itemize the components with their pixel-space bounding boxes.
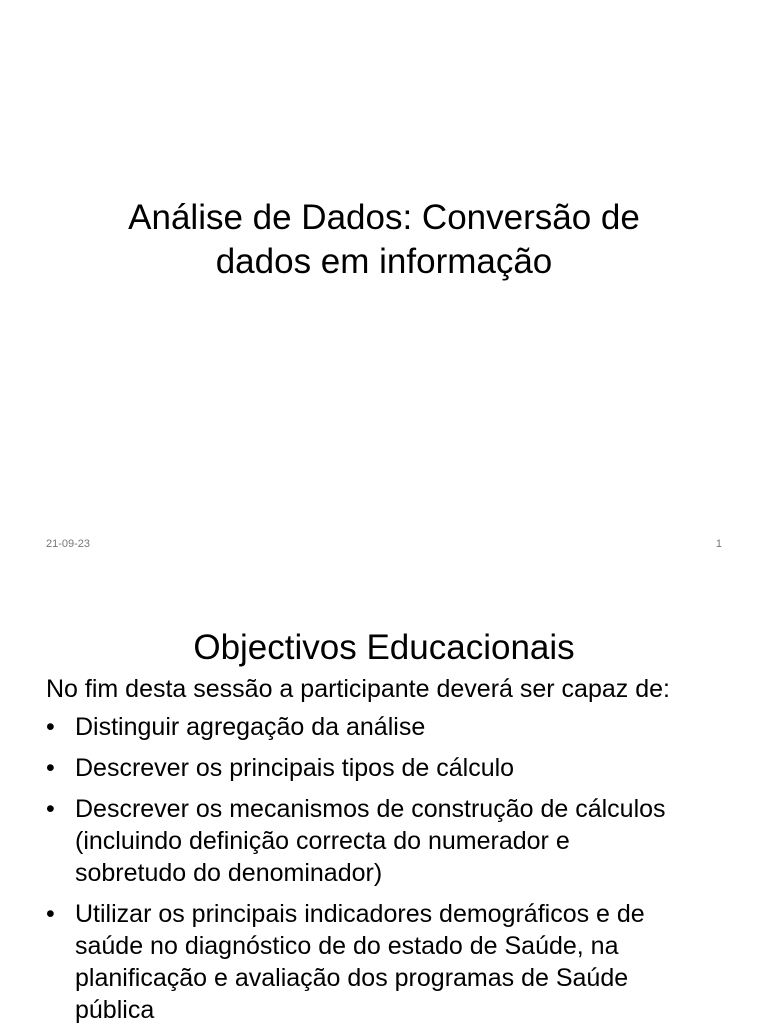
list-item-text: planificação e avaliação dos programas de Saúde xyxy=(75,964,629,992)
slide-page-number: 1 xyxy=(715,538,722,550)
slide-1-title xyxy=(60,196,708,284)
bullet-icon: • xyxy=(46,900,55,928)
list-item-text: Descrever os mecanismos de construção de cálculos xyxy=(75,795,666,823)
list-item-text: sobretudo do denominador) xyxy=(75,859,383,887)
list-item-text: saúde no diagnóstico de do estado de Saúde, na xyxy=(75,932,619,960)
list-item-text: Utilizar os principais indicadores demográficos e de xyxy=(75,900,645,928)
list-item xyxy=(46,793,736,889)
bullet-icon: • xyxy=(46,754,55,782)
bullet-icon: • xyxy=(46,795,55,823)
slide-1-title-line-2: dados em informação xyxy=(215,242,553,281)
slide-date: 21-09-23 xyxy=(46,538,91,550)
slide-2 xyxy=(0,576,768,1024)
slide-1-title-line-1: Análise de Dados: Conversão de xyxy=(128,198,640,237)
list-item-text: Descrever os principais tipos de cálculo xyxy=(75,754,515,782)
list-item-text: Distinguir agregação da análise xyxy=(75,713,426,741)
bullet-icon: • xyxy=(46,713,55,741)
list-item-text: (incluindo definição correcta do numerador e xyxy=(75,827,570,855)
list-item xyxy=(46,752,736,784)
list-item xyxy=(46,898,736,1026)
slide-2-title: Objectivos Educacionais xyxy=(193,628,575,667)
slide-2-intro: No fim desta sessão a participante deverá ser capaz de: xyxy=(46,675,670,703)
objectives-list xyxy=(46,711,736,1035)
list-item-text: pública xyxy=(75,996,155,1024)
list-item xyxy=(46,711,736,743)
